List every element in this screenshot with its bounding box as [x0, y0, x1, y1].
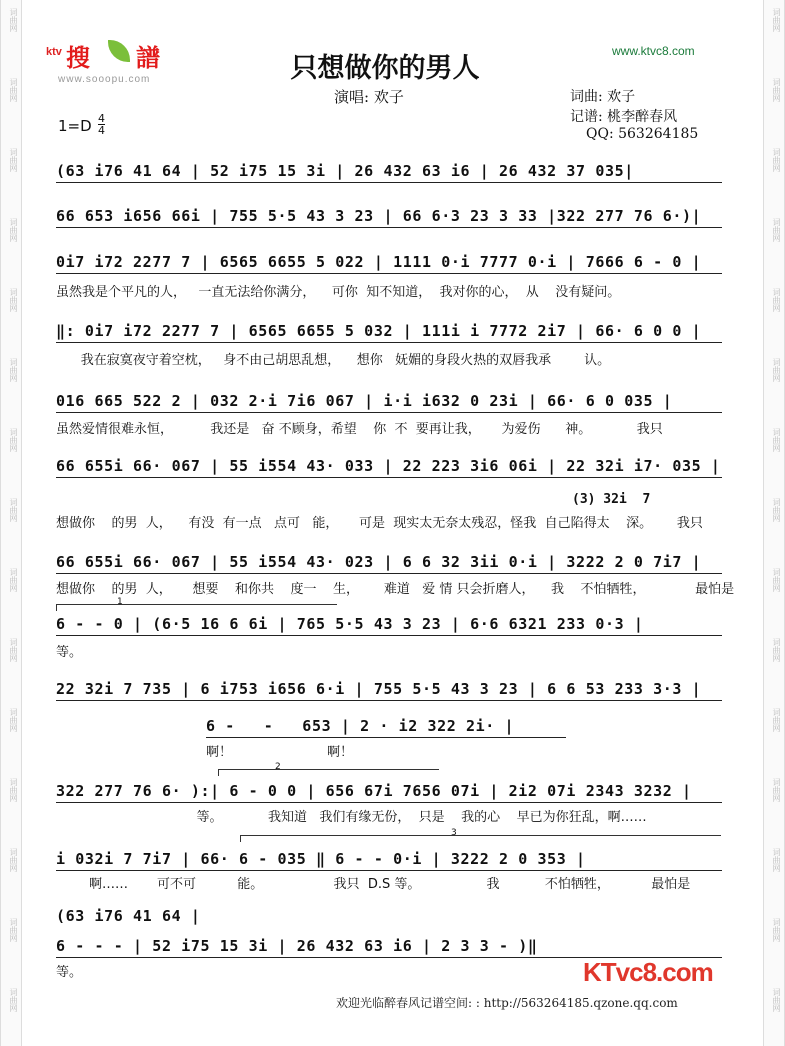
side-watermark: 词曲网	[9, 218, 18, 242]
lyrics-row: 我在寂寞夜守着空枕， 身不由己胡思乱想， 想你 妩媚的身段火热的双唇我承 认。	[56, 353, 611, 368]
logo-ktv-text: ktv	[46, 46, 62, 58]
volta-bracket-1	[56, 597, 337, 611]
side-watermark: 词曲网	[772, 8, 781, 32]
side-watermark: 词曲网	[9, 918, 18, 942]
lyrics-row: 虽然我是个平凡的人， 一直无法给你满分， 可你 知不知道， 我对你的心， 从 没有疑问。	[56, 285, 621, 300]
lyrics-row: 啊…… 可不可 能。 我只 D.S 等。 我 不怕牺牲， 最怕是	[56, 877, 691, 892]
side-watermark: 词曲网	[9, 638, 18, 662]
lyrics-row: 啊！ 啊！	[206, 745, 354, 760]
side-watermark: 词曲网	[9, 428, 18, 452]
notation-row: 6 - - 653 | 2 · i2 322 2i· |	[206, 717, 566, 738]
side-watermark: 词曲网	[772, 428, 781, 452]
lyrics-row: 等。	[56, 645, 83, 660]
leaf-icon	[108, 40, 130, 62]
song-title: 只想做你的男人	[290, 53, 480, 84]
site-url[interactable]: www.ktvc8.com	[612, 44, 695, 58]
side-watermark: 词曲网	[772, 358, 781, 382]
logo-pu-char: 譜	[136, 44, 160, 72]
side-watermark: 词曲网	[9, 988, 18, 1012]
side-watermark: 词曲网	[9, 848, 18, 872]
logo-url: www.sooopu.com	[58, 74, 151, 85]
singer-line: 演唱: 欢子	[334, 88, 404, 106]
notation-row: 322 277 76 6· ):| 6 - 0 0 | 656 67i 7656 07i | 2i2 07i 2343 3232 |	[56, 782, 722, 803]
lyrics-row: 等。 我知道 我们有缘无份， 只是 我的心 早已为你狂乱，啊……	[56, 810, 647, 825]
volta-label-1: 1	[117, 597, 123, 607]
side-watermark: 词曲网	[772, 218, 781, 242]
side-watermark: 词曲网	[772, 848, 781, 872]
side-watermark: 词曲网	[772, 498, 781, 522]
notation-row: (63 i76 41 64 | 52 i75 15 3i | 26 432 63 i6 | 26 432 37 035|	[56, 162, 722, 183]
side-watermark: 词曲网	[9, 568, 18, 592]
time-signature	[98, 113, 105, 136]
side-watermark: 词曲网	[772, 778, 781, 802]
lyrics-row: 想做你 的男 人， 想要 和你共 度一 生， 难道 爱 情 只会折磨人， 我 不怕牺牲， 最怕是	[56, 582, 735, 597]
sooopu-logo	[44, 38, 184, 98]
notation-row: 016 665 522 2 | 032 2·i 7i6 067 | i·i i632 0 23i | 66· 6 0 035 |	[56, 392, 722, 413]
side-watermark: 词曲网	[772, 148, 781, 172]
side-watermark: 词曲网	[772, 568, 781, 592]
side-watermark: 词曲网	[9, 8, 18, 32]
key-signature: 1=D	[58, 117, 92, 135]
side-watermark: 词曲网	[772, 918, 781, 942]
side-watermark: 词曲网	[772, 78, 781, 102]
notation-row: 66 655i 66· 067 | 55 i554 43· 023 | 6 6 32 3ii 0·i | 3222 2 0 7i7 |	[56, 553, 722, 574]
logo-sou-char: 搜	[66, 44, 90, 72]
side-watermark: 词曲网	[9, 708, 18, 732]
side-watermark: 词曲网	[9, 358, 18, 382]
notation-row: 6 - - 0 | (6·5 16 6 6i | 765 5·5 43 3 23 | 6·6 6321 233 0·3 |	[56, 615, 722, 636]
time-signature-top: 4	[98, 112, 105, 125]
notation-row: ‖: 0i7 i72 2277 7 | 6565 6655 5 032 | 111i i 7772 2i7 | 66· 6 0 0 |	[56, 322, 722, 343]
notation-row: 66 655i 66· 067 | 55 i554 43· 033 | 22 223 3i6 06i | 22 32i i7· 035 |	[56, 457, 722, 478]
lyrics-row: 等。	[56, 965, 83, 980]
notation-row: 66 653 i656 66i | 755 5·5 43 3 23 | 66 6·3 23 3 33 |322 277 76 6·)|	[56, 207, 722, 228]
qq-line: QQ: 563264185	[586, 126, 699, 142]
volta-bracket-3	[240, 828, 721, 842]
volta-label-2: 2	[275, 762, 281, 772]
left-watermark-strip	[0, 0, 22, 1046]
side-watermark: 词曲网	[772, 638, 781, 662]
side-watermark: 词曲网	[9, 778, 18, 802]
lyrics-row: 虽然爱情很难永恒， 我还是 奋 不顾身，希望 你 不 要再让我， 为爱伤 神。 我只	[56, 422, 663, 437]
notation-row: (63 i76 41 64 |	[56, 907, 201, 925]
ktvc8-logo	[583, 957, 713, 988]
transcriber-line: 记谱: 桃李醉春风	[570, 109, 678, 125]
side-watermark: 词曲网	[9, 148, 18, 172]
side-watermark: 词曲网	[9, 498, 18, 522]
side-watermark: 词曲网	[772, 708, 781, 732]
side-watermark: 词曲网	[772, 988, 781, 1012]
composer-line: 词曲: 欢子	[570, 89, 636, 105]
volta-bracket-2	[218, 762, 439, 776]
volta-label-3: 3	[451, 828, 457, 838]
lyrics-row: 想做你 的男 人， 有没 有一点 点可 能， 可是 现实太无奈太残忍，怪我 自己陷得太 深。 我只	[56, 516, 703, 531]
notation-row: 0i7 i72 2277 7 | 6565 6655 5 022 | 1111 0·i 7777 0·i | 7666 6 - 0 |	[56, 253, 722, 274]
ktvc8-logo-text: KTvc8.com	[583, 957, 713, 987]
notation-row: 22 32i 7 735 | 6 i753 i656 6·i | 755 5·5 43 3 23 | 6 6 53 233 3·3 |	[56, 680, 722, 701]
side-watermark: 词曲网	[9, 288, 18, 312]
side-watermark: 词曲网	[772, 288, 781, 312]
alternate-bracket-note: (3) 32i 7	[572, 492, 651, 507]
time-signature-bottom: 4	[98, 124, 105, 137]
notation-row: i 032i 7 7i7 | 66· 6 - 035 ‖ 6 - - 0·i | 3222 2 0 353 |	[56, 850, 722, 871]
notation-row: 6 - - - | 52 i75 15 3i | 26 432 63 i6 | 2 3 3 - )‖	[56, 937, 722, 958]
side-watermark: 词曲网	[9, 78, 18, 102]
footer-text: 欢迎光临醉春风记谱空间: : http://563264185.qzone.qq.com	[336, 996, 678, 1010]
right-watermark-strip	[763, 0, 785, 1046]
